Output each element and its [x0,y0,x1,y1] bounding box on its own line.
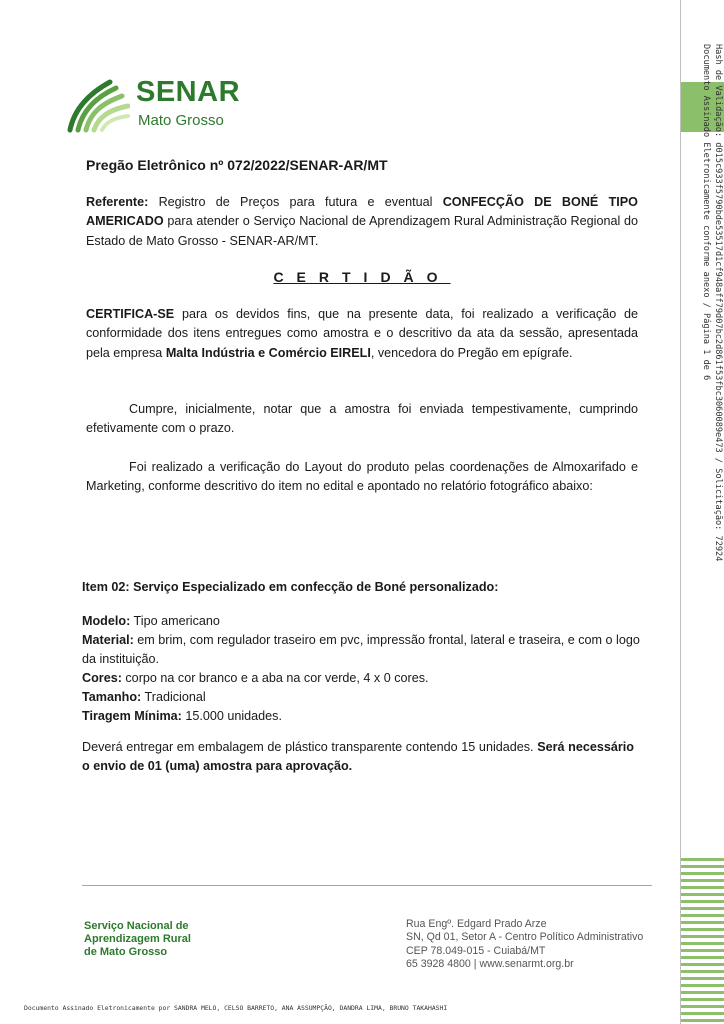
spec-tamanho: Tamanho: Tradicional [82,690,206,704]
reference-text-1: Registro de Preços para futura e eventual [148,195,443,209]
certification-text-2: , vencedora do Pregão em epígrafe. [370,345,573,360]
sample-requirement: Será necessário o envio de 01 (uma) amostra para aprovação. [82,740,634,774]
footer-address: Rua Engº. Edgard Prado Arze SN, Qd 01, Setor A - Centro Político Administrativo CEP 78.049-015 - Cuiabá/MT 65 3928 4800 | www.senarmt.org.br [406,918,644,970]
validation-hash: Hash de Validação: d015c933f5790bde53517d1cf948aff79d07bc2d861f53fbc3060089e473 / Solicitação: 72924 [713,44,723,562]
spec-cores: Cores: corpo na cor branco e a aba na cor verde, 4 x 0 cores. [82,671,429,685]
senar-leaf-icon [66,76,130,134]
deadline-paragraph: Cumpre, inicialmente, notar que a amostra foi enviada tempestivamente, cumprindo efetivamente com o prazo. [86,402,638,436]
certification-label: CERTIFICA-SE [86,307,175,321]
layout-paragraph: Foi realizado a verificação do Layout do produto pelas coordenações de Almoxarifado e Marketing, conforme descritivo do item no edital e apontado no relatório fotográfico abaixo: [86,460,638,494]
logo-title: SENAR [136,76,241,108]
spec-material: Material: em brim, com regulador traseiro em pvc, impressão frontal, lateral e traseira, e com o logo da instituição. [82,633,640,666]
page-title: Pregão Eletrônico nº 072/2022/SENAR-AR/MT [86,157,388,173]
decorative-stripes [681,858,724,1024]
signers-note: Documento Assinado Eletronicamente por SANDRA MELO, CELSO BARRETO, ANA ASSUMPÇÃO, DANDRA LIMA, BRUNO TAKAHASHI [24,1004,448,1012]
certification-paragraph [86,305,638,363]
spec-modelo: Modelo: Tipo americano [82,614,220,628]
logo-subtitle: Mato Grosso [138,112,224,129]
certificate-heading: CERTIDÃO [273,269,451,285]
validation-stamp [700,44,724,561]
item-title: Item 02: Serviço Especializado em confecção de Boné personalizado: [82,580,499,594]
item-specs [82,612,642,726]
certification-text-1: para os devidos fins, que na presente data, foi realizado a verificação de conformidade dos itens entregues como amostra e o descritivo da ata da sessão, apresentada pela empresa [86,307,638,360]
reference-text-2: para atender o Serviço Nacional de Aprendizagem Rural Administração Regional do Estado de Mato Grosso - SENAR-AR/MT. [86,214,638,248]
spec-tiragem: Tiragem Mínima: 15.000 unidades. [82,709,282,723]
senar-logo [66,76,266,136]
signature-note: Documento Assinado Eletronicamente conforme anexo / Página 1 de 6 [701,44,711,381]
footer-divider [82,885,652,886]
delivery-paragraph [82,738,634,777]
reference-bold: CONFECÇÃO DE BONÉ TIPO AMERICADO [86,195,638,229]
delivery-text: Deverá entregar em embalagem de plástico transparente contendo 15 unidades. [82,740,538,754]
reference-paragraph [86,193,638,251]
company-name: Malta Indústria e Comércio EIRELI [165,345,371,360]
footer-organization: Serviço Nacional de Aprendizagem Rural de Mato Grosso [84,920,191,958]
reference-label: Referente: [86,195,149,209]
